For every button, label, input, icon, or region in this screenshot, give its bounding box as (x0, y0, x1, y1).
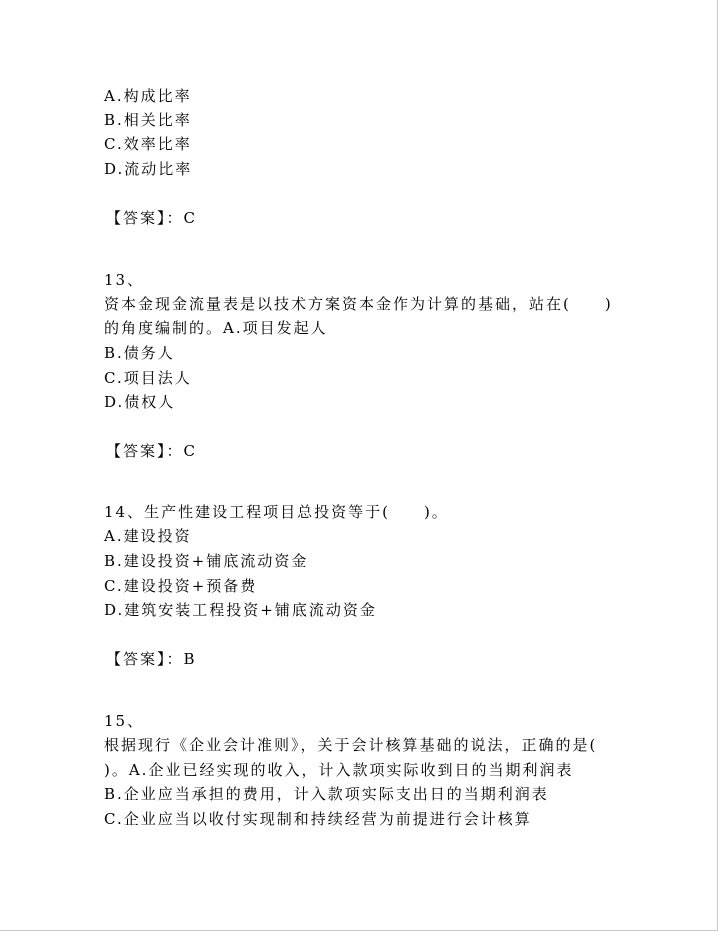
q13-stem-line1: 资本金现金流量表是以技术方案资本金作为计算的基础，站在( ) (104, 295, 613, 313)
q12-option-d: D.流动比率 (104, 160, 193, 178)
q14-option-a: A.建设投资 (104, 527, 192, 545)
q14-option-c: C.建设投资+预备费 (104, 577, 258, 595)
q15-option-b: B.企业应当承担的费用，计入款项实际支出日的当期利润表 (104, 785, 549, 803)
q13-number: 13、 (104, 271, 145, 289)
q14-option-b: B.建设投资+铺底流动资金 (104, 552, 309, 570)
q13-option-c: C.项目法人 (104, 369, 192, 387)
q14-option-d: D.建筑安装工程投资+铺底流动资金 (104, 601, 377, 619)
q12-option-a: A.构成比率 (104, 87, 192, 105)
q15-option-c: C.企业应当以收付实现制和持续经营为前提进行会计核算 (104, 810, 532, 828)
q12-option-c: C.效率比率 (104, 135, 192, 153)
q12-answer: 【答案】：C (106, 209, 197, 227)
q14-answer: 【答案】：B (106, 650, 197, 668)
q15-stem-line1: 根据现行《企业会计准则》，关于会计核算基础的说法，正确的是( (104, 736, 598, 754)
q13-stem-line2: 的角度编制的。A.项目发起人 (104, 319, 328, 337)
q15-number: 15、 (104, 712, 145, 730)
q13-answer: 【答案】：C (106, 442, 197, 460)
q15-stem-line2: )。A.企业已经实现的收入，计入款项实际收到日的当期利润表 (104, 761, 574, 779)
q13-option-d: D.债权人 (104, 393, 176, 411)
q12-option-b: B.相关比率 (104, 111, 192, 129)
q14-stem: 14、生产性建设工程项目总投资等于( )。 (104, 503, 449, 521)
q13-option-b: B.债务人 (104, 344, 175, 362)
